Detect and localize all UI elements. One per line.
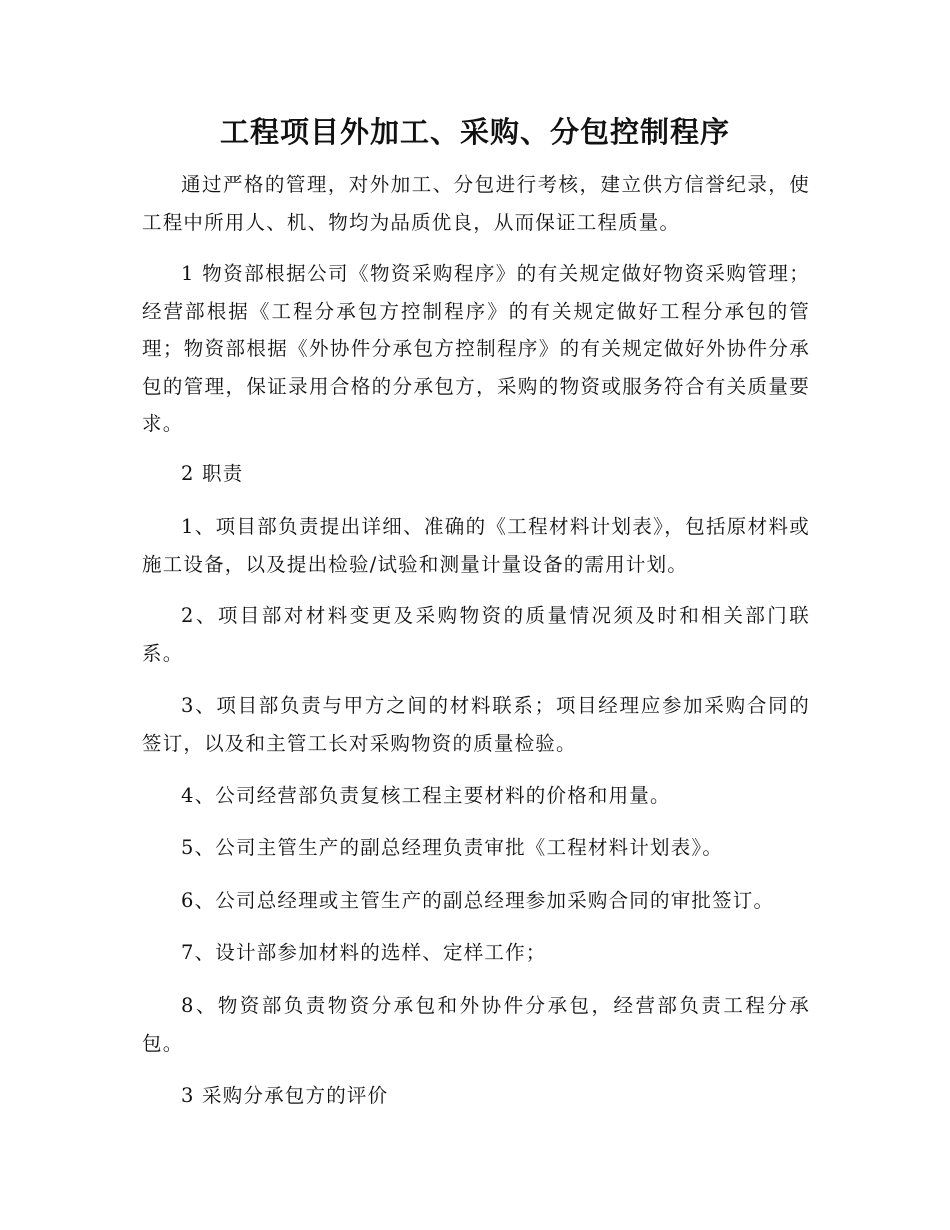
paragraph-duty-6: 6、公司总经理或主管生产的副总经理参加采购合同的审批签订。 [181, 889, 775, 912]
paragraph-duty-1: 1、项目部负责提出详细、准确的《工程材料计划表》，包括原材料或施工设备，以及提出检验/试验和测量计量设备的需用计划。 [142, 515, 810, 576]
paragraph-duty-8: 8、物资部负责物资分承包和外协件分承包，经营部负责工程分承包。 [142, 994, 810, 1055]
paragraph-section-2-heading: 2 职责 [181, 462, 244, 485]
paragraph-section-1: 1 物资部根据公司《物资采购程序》的有关规定做好物资采购管理；经营部根据《工程分承包方控制程序》的有关规定做好工程分承包的管理；物资部根据《外协件分承包方控制程序》的有关规定做好外协件分承包的管理，保证录用合格的分承包方，采购的物资或服务符合有关质量要求。 [142, 262, 810, 435]
paragraph-duty-2: 2、项目部对材料变更及采购物资的质量情况须及时和相关部门联系。 [142, 604, 810, 665]
paragraph-section-3-heading: 3 采购分承包方的评价 [181, 1084, 389, 1107]
paragraph-duty-3: 3、项目部负责与甲方之间的材料联系；项目经理应参加采购合同的签订，以及和主管工长对采购物资的质量检验。 [142, 694, 810, 755]
document-title: 工程项目外加工、采购、分包控制程序 [219, 115, 730, 149]
paragraph-duty-7: 7、设计部参加材料的选样、定样工作； [181, 941, 547, 964]
paragraph-intro: 通过严格的管理，对外加工、分包进行考核，建立供方信誉纪录，使工程中所用人、机、物均为品质优良，从而保证工程质量。 [142, 173, 810, 234]
paragraph-duty-5: 5、公司主管生产的副总经理负责审批《工程材料计划表》。 [181, 836, 724, 859]
paragraph-duty-4: 4、公司经营部负责复核工程主要材料的价格和用量。 [181, 784, 671, 807]
